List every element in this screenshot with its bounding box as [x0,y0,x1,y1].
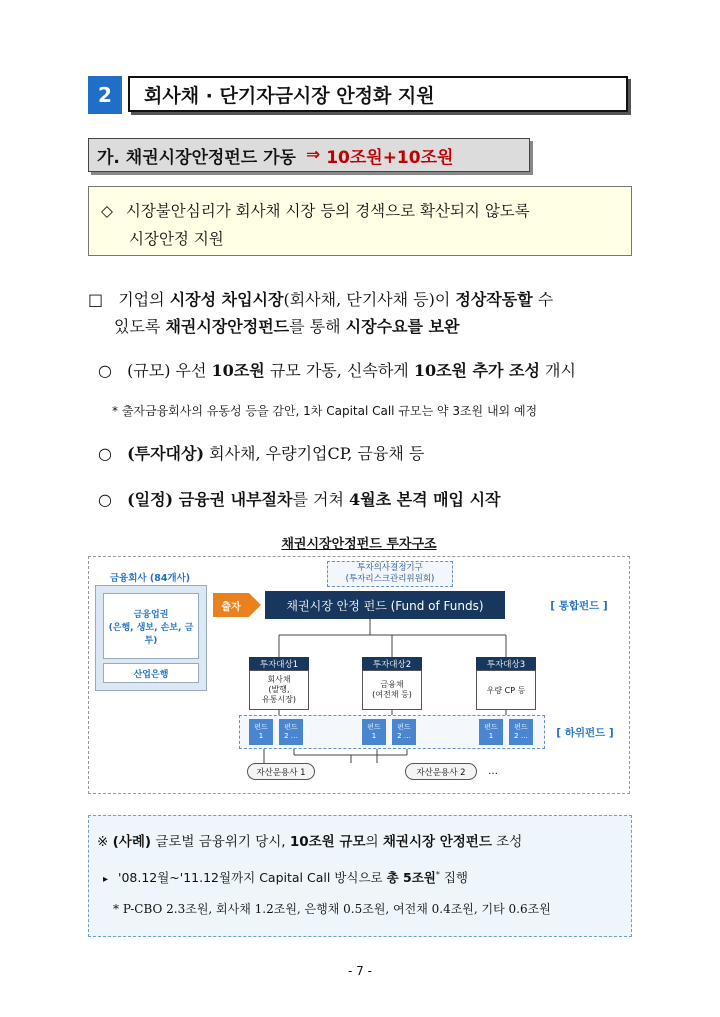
text: 글로벌 금융위기 당시, [151,834,290,850]
investment-structure-diagram [88,556,630,794]
fin-group-label: 금융회사 (84개사) [109,573,191,584]
sub-fund-cell: 펀드 1 [362,719,386,745]
sub-fund-label: [ 하위펀드 ] [556,726,614,739]
reference-mark-icon: ※ [97,834,109,850]
case-line-2 [103,868,468,886]
sub-fund-cell: 펀드 2 … [509,719,533,745]
text: 회사채, 우량기업CP, 금융채 등 [204,444,425,463]
bullet-targets [98,441,424,464]
summary-line-2: 시장안정 지원 [129,230,224,248]
target-2-head: 투자대상2 [362,657,422,670]
text: (규모) 우선 [127,361,212,380]
text: (투자대상) [127,444,205,463]
circle-icon: ○ [98,490,112,509]
section-title: 회사채 · 단기자금시장 안정화 지원 [128,76,628,112]
target-1-head: 투자대상1 [249,657,309,670]
subsection-title: 가. 채권시장안정펀드 가동 [97,147,296,168]
text: 를 거쳐 [292,490,349,509]
main-point [88,286,636,340]
circle-icon: ○ [98,361,112,380]
circle-icon: ○ [98,444,112,463]
summary-line-1: 시장불안심리가 회사채 시장 등의 경색으로 확산되지 않도록 [125,202,530,220]
text: 정상작동할 [455,290,533,309]
target-1-body: 회사채 (발행, 유통시장) [249,670,309,710]
text: 집행 [439,870,468,885]
text: 시장수요를 보완 [345,317,460,336]
triangle-bullet-icon: ▸ [103,874,109,885]
subsection-highlight: 10조원+10조원 [326,147,454,168]
case-box [88,815,632,937]
kdb: 산업은행 [103,663,199,683]
invest-arrow: 출자 [213,593,249,617]
text: '08.12월~'11.12월까지 Capital Call 방식으로 [118,870,387,885]
sub-fund-cell: 펀드 2 … [392,719,416,745]
fund-of-funds: 채권시장 안정 펀드 (Fund of Funds) [265,591,505,619]
target-3-head: 투자대상3 [476,657,536,670]
text: 총 5조원 [386,870,436,885]
square-icon: □ [88,290,104,309]
page-number: - 7 - [348,964,372,978]
text: 있도록 [114,317,166,336]
sub-fund-cell: 펀드 1 [249,719,273,745]
asset-manager-1: 자산운용사 1 [247,763,315,780]
text: (회사채, 단기사채 등)이 [283,290,456,309]
text: 10조원 추가 조성 [413,361,540,380]
text: (일정) 금융권 내부절차 [127,490,293,509]
text: 채권시장안정펀드 [165,317,290,336]
target-2-body: 금융채 (여전채 등) [362,670,422,710]
asset-manager-2: 자산운용사 2 [405,763,477,780]
text: 를 통해 [289,317,346,336]
arrow-right-icon [249,593,261,617]
text: * [435,869,440,879]
text: 10조원 [211,361,265,380]
arrow-icon: ⇒ [305,145,321,165]
text: 조성 [491,834,523,850]
text: 기업의 [118,290,170,309]
bullet-scale [98,358,576,381]
case-line-3: * P-CBO 2.3조원, 회사채 1.2조원, 은행채 0.5조원, 여전채 0.4조원, 기타 0.6조원 [113,902,551,916]
diamond-icon: ◇ [101,202,113,220]
target-3-body: 우량 CP 등 [476,670,536,710]
text: 개시 [539,361,576,380]
case-line-1 [97,830,522,850]
diagram-title: 채권시장안정펀드 투자구조 [281,537,437,552]
text: 시장성 차입시장 [169,290,284,309]
sub-fund-cell: 펀드 1 [479,719,503,745]
text: (사례) [112,834,152,850]
fin-sector: 금융업권 (은행, 생보, 손보, 금투) [103,593,199,659]
text: 규모 가동, 신속하게 [264,361,414,380]
note: * 출자금융회사의 유동성 등을 감안, 1차 Capital Call 규모는 약 3조원 내외 예정 [112,404,538,418]
text: 4월초 본격 매입 시작 [349,490,501,509]
bullet-schedule [98,487,501,510]
text: 수 [532,290,554,309]
text: 10조원 규모 [289,834,366,850]
asset-manager-more: … [488,766,498,777]
text: 채권시장 안정펀드 [382,834,492,850]
summary-box [88,186,632,256]
sub-fund-cell: 펀드 2 … [279,719,303,745]
subsection-header [88,138,530,172]
text: 의 [365,834,383,850]
section-number: 2 [88,76,122,114]
committee-box: 투자의사결정기구 (투자리스크관리위원회) [327,561,453,587]
integrated-fund-label: [ 통합펀드 ] [550,599,608,612]
